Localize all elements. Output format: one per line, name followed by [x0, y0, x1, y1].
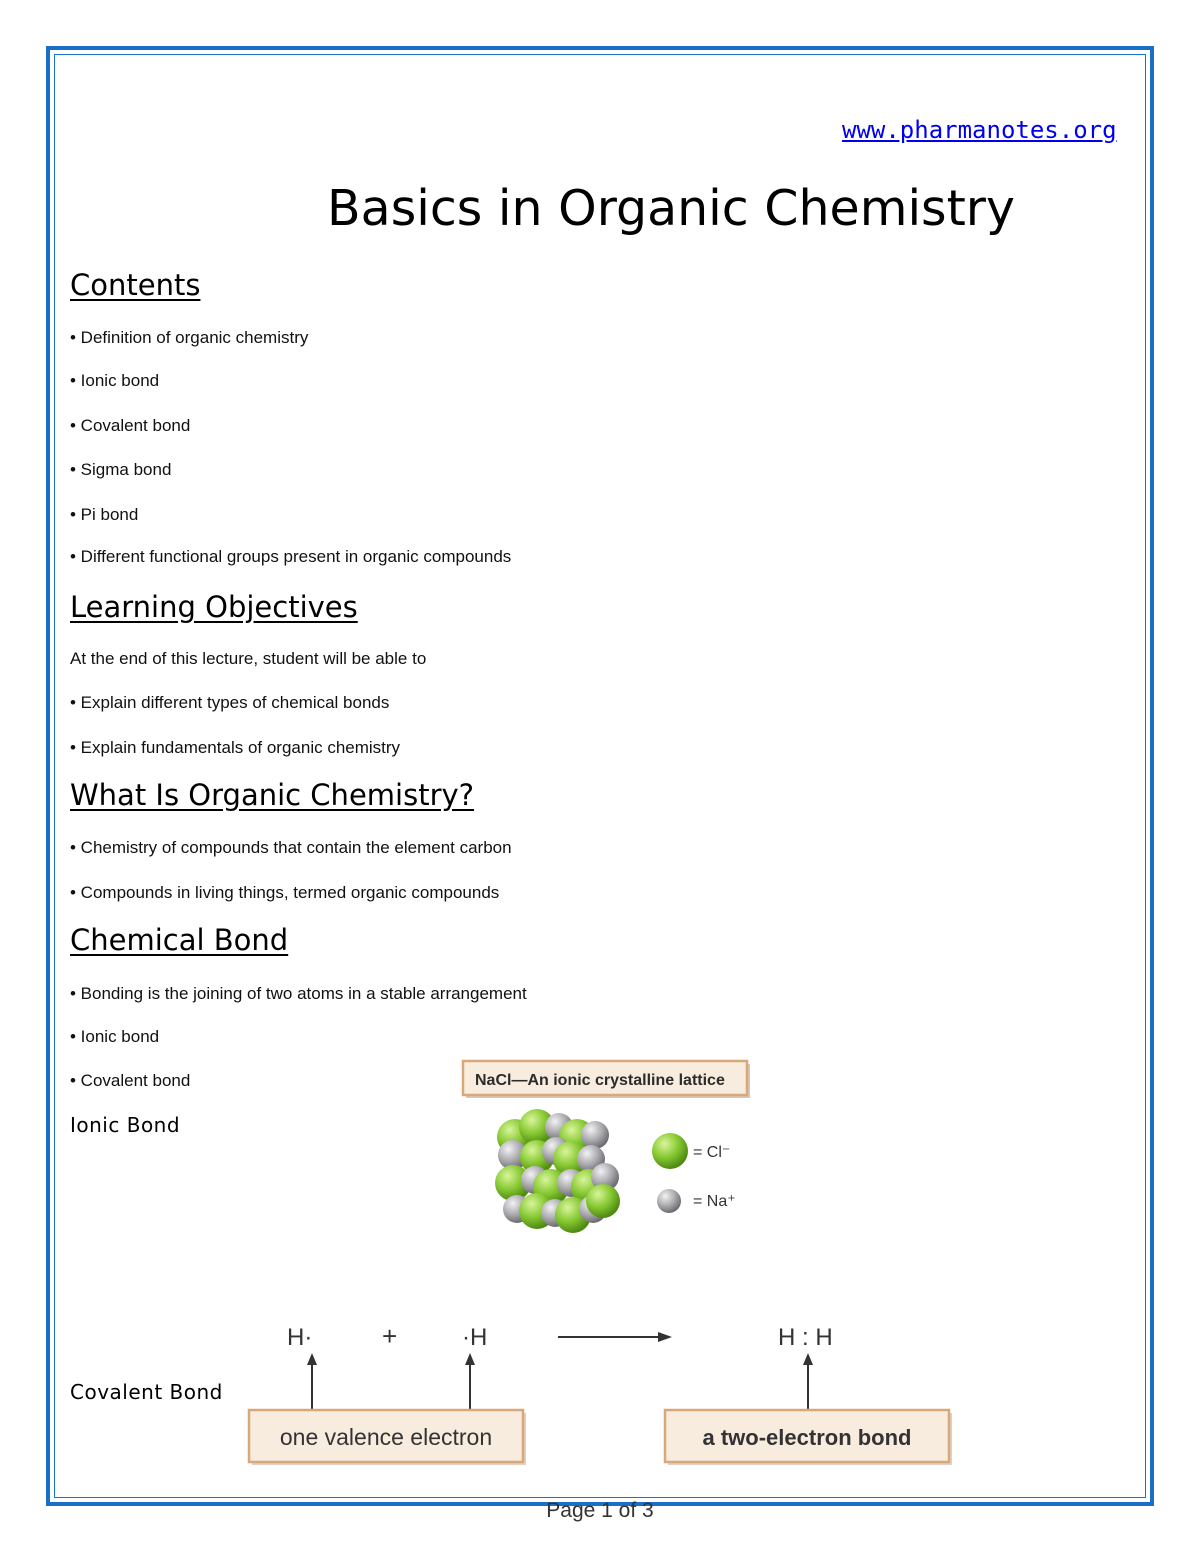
objectives-heading: Learning Objectives [70, 590, 358, 624]
chloride-legend-label: = Cl⁻ [693, 1144, 731, 1161]
chemical-bond-item: • Ionic bond [70, 1027, 160, 1046]
lattice-caption: NaCl—An ionic crystalline lattice [475, 1072, 725, 1089]
hydrogen-right: ·H [462, 1324, 488, 1351]
hydrogen-molecule: H : H [778, 1324, 833, 1351]
page-border-inner [54, 54, 1146, 1498]
chloride-legend-swatch [652, 1133, 688, 1169]
plus-sign: + [382, 1321, 398, 1351]
what-is-item: • Compounds in living things, termed organic compounds [70, 883, 500, 902]
page-number: Page 1 of 3 [546, 1499, 654, 1522]
site-link[interactable]: www.pharmanotes.org [842, 116, 1117, 144]
pointer-arrows [307, 1353, 813, 1409]
contents-item: • Different functional groups present in organic compounds [70, 547, 512, 566]
what-is-item: • Chemistry of compounds that contain the element carbon [70, 838, 512, 857]
chemical-bond-item: • Bonding is the joining of two atoms in a stable arrangement [70, 984, 527, 1003]
objectives-intro: At the end of this lecture, student will be able to [70, 649, 427, 668]
two-electron-bond-text: a two-electron bond [702, 1425, 912, 1450]
what-is-heading: What Is Organic Chemistry? [70, 778, 475, 812]
valence-electron-text: one valence electron [279, 1424, 493, 1450]
covalent-bond-label: Covalent Bond [70, 1380, 223, 1404]
contents-item: • Pi bond [70, 505, 139, 524]
contents-item: • Sigma bond [70, 460, 172, 479]
reaction-arrow [558, 1332, 672, 1342]
contents-item: • Covalent bond [70, 416, 191, 435]
sodium-legend-swatch [657, 1189, 681, 1213]
crystal-cluster [495, 1109, 620, 1233]
contents-item: • Definition of organic chemistry [70, 328, 309, 347]
covalent-bond-figure [240, 1315, 960, 1475]
chemical-bond-heading: Chemical Bond [70, 923, 289, 957]
objectives-item: • Explain different types of chemical bonds [70, 693, 390, 712]
ionic-bond-label: Ionic Bond [70, 1113, 181, 1137]
hydrogen-left: H· [287, 1324, 313, 1351]
chemical-bond-item: • Covalent bond [70, 1071, 191, 1090]
contents-heading: Contents [70, 268, 201, 302]
contents-item: • Ionic bond [70, 371, 160, 390]
document-title: Basics in Organic Chemistry [327, 180, 1015, 237]
sodium-legend-label: = Na⁺ [693, 1193, 736, 1210]
objectives-item: • Explain fundamentals of organic chemistry [70, 738, 401, 757]
nacl-lattice-figure [455, 1055, 765, 1250]
